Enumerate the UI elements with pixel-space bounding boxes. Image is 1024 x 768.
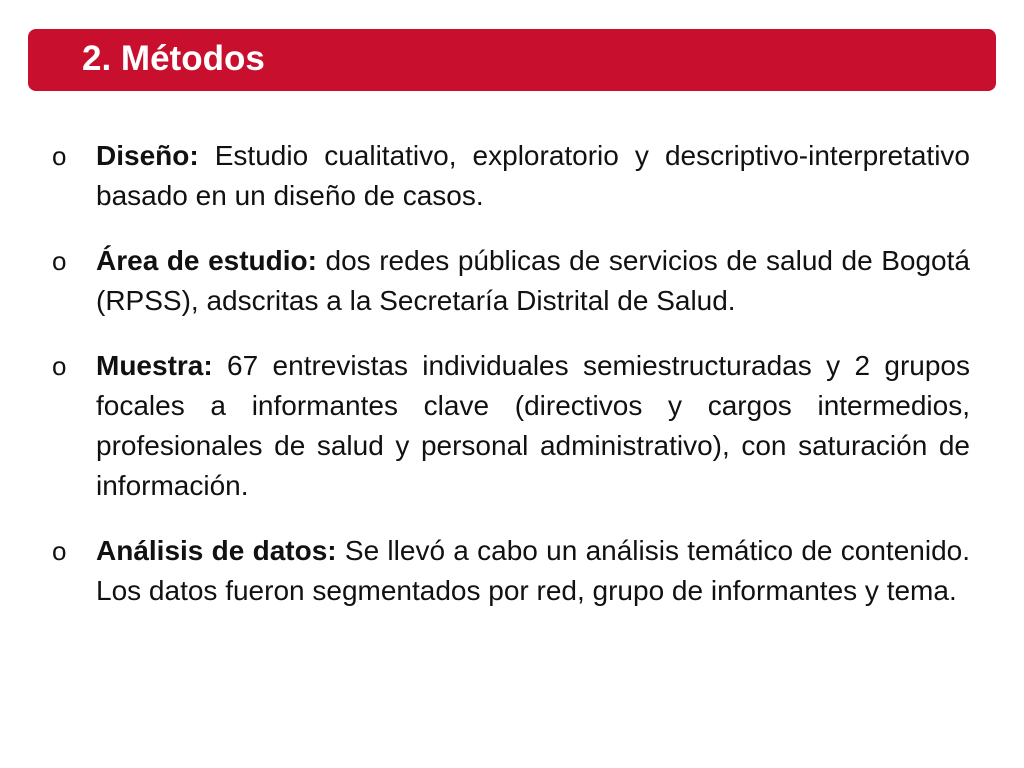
bullet-item-area-de-estudio [50, 241, 970, 321]
bullet-label: Análisis de datos: [96, 535, 337, 566]
bullet-list [50, 136, 970, 636]
bullet-text: dos redes públicas de servicios de salud de Bogotá (RPSS), adscritas a la Secretaría Distrital de Salud. [96, 245, 970, 316]
bullet-text: Estudio cualitativo, exploratorio y descriptivo-interpretativo basado en un diseño de casos. [96, 140, 970, 211]
bullet-item-diseno [50, 136, 970, 216]
bullet-item-muestra [50, 346, 970, 506]
bullet-marker-icon: o [52, 536, 67, 566]
bullet-label: Área de estudio: [96, 245, 317, 276]
bullet-label: Diseño: [96, 140, 199, 171]
bullet-label: Muestra: [96, 350, 213, 381]
slide-title: 2. Métodos [82, 39, 265, 78]
bullet-item-analisis-de-datos [50, 531, 970, 611]
bullet-marker-icon: o [52, 351, 67, 381]
bullet-text: Se llevó a cabo un análisis temático de contenido. Los datos fueron segmentados por red, grupo de informantes y tema. [96, 535, 970, 606]
bullet-marker-icon: o [52, 141, 67, 171]
bullet-marker-icon: o [52, 246, 67, 276]
bullet-text: 67 entrevistas individuales semiestructuradas y 2 grupos focales a informantes clave (directivos y cargos intermedios, profesionales de salud y personal administrativo), con saturación de información. [96, 350, 970, 501]
